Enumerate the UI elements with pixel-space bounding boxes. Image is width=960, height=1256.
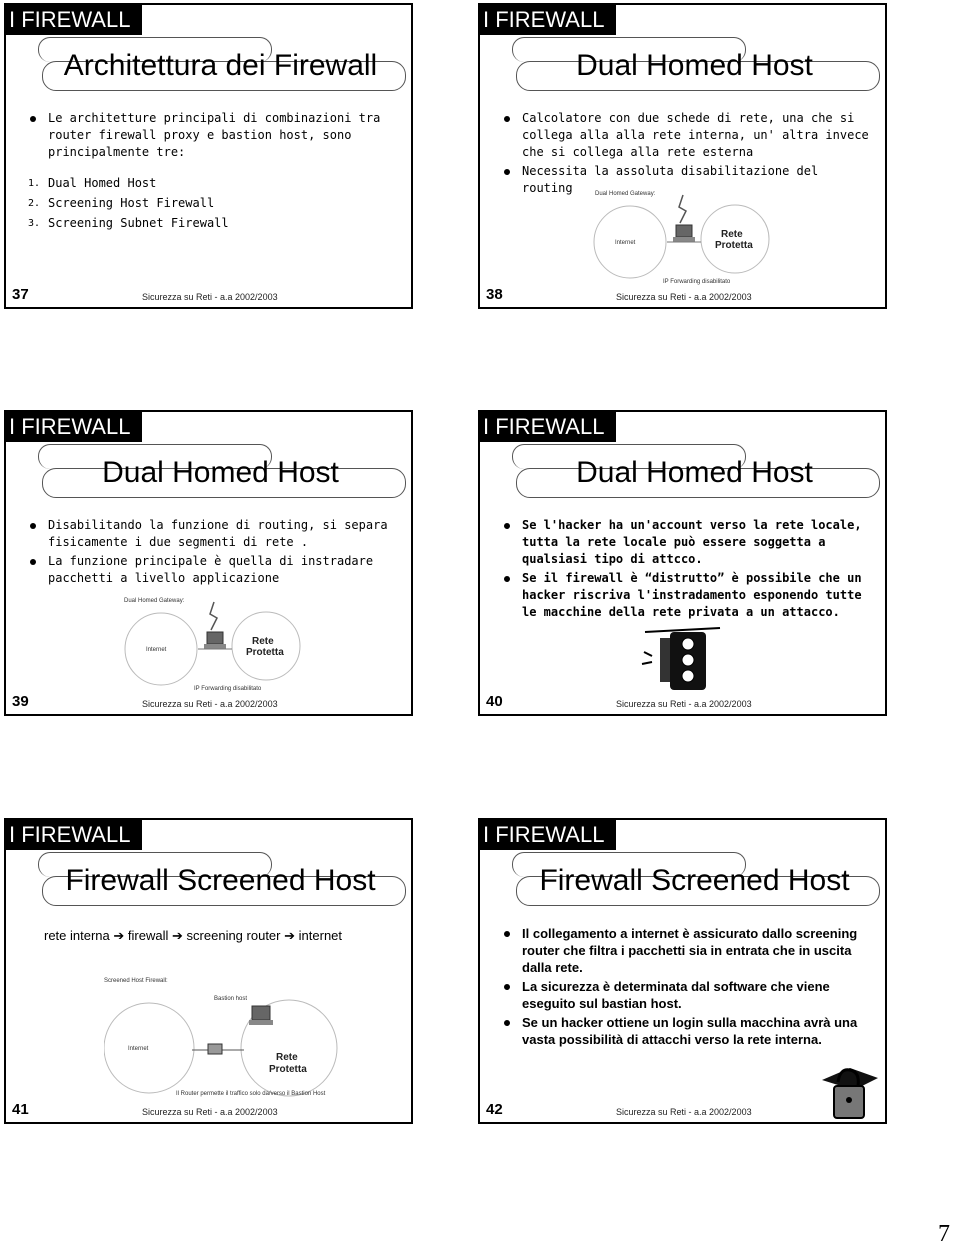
- slide-number: 42: [486, 1101, 503, 1118]
- item-text: Dual Homed Host: [48, 176, 157, 190]
- item-number: 1.: [28, 178, 41, 189]
- dual-homed-diagram: [116, 594, 316, 699]
- list-item: [24, 175, 399, 192]
- traffic-light-icon: [640, 626, 730, 696]
- slide-footer: Sicurezza su Reti - a.a 2002/2003: [616, 1107, 752, 1117]
- internet-label: Internet: [128, 1046, 149, 1052]
- slide-body: [24, 110, 399, 235]
- list-item: [24, 195, 399, 212]
- dual-homed-diagram: [585, 187, 785, 292]
- slide-title: Firewall Screened Host: [65, 864, 376, 897]
- internet-cloud: [104, 1003, 194, 1093]
- wire: [645, 628, 720, 632]
- arrow-icon: ➔: [172, 928, 183, 943]
- slide-number: 38: [486, 286, 503, 303]
- computer-icon: [252, 1006, 270, 1020]
- slide-38: [478, 3, 887, 309]
- glow-ray: [644, 652, 652, 656]
- slide-header: I FIREWALL: [6, 412, 142, 442]
- padlock-icon: [820, 1060, 880, 1122]
- slide-title: Firewall Screened Host: [539, 864, 850, 897]
- internet-label: Internet: [615, 240, 636, 246]
- page-number: 7: [938, 1221, 950, 1247]
- protected-network-word-2: Protetta: [269, 1064, 307, 1075]
- item-number: 3.: [28, 218, 41, 229]
- bullet-item: Se un hacker ottiene un login sulla macchina avrà una vasta possibilità di attacchi verso la rete interna.: [498, 1014, 873, 1048]
- slide-40: [478, 410, 887, 716]
- flow-step: screening router: [186, 928, 281, 943]
- bullet-item: Le architetture principali di combinazioni tra router firewall proxy e bastion host, sono principalmente tre:: [24, 110, 399, 161]
- flow-step: rete interna: [44, 928, 110, 943]
- protected-network-word-2: Protetta: [715, 240, 753, 251]
- slide-title: Architettura dei Firewall: [63, 49, 378, 82]
- slide-footer: Sicurezza su Reti - a.a 2002/2003: [142, 292, 278, 302]
- light-middle: [682, 654, 694, 666]
- item-number: 2.: [28, 198, 41, 209]
- lightning-icon: [210, 602, 217, 630]
- side-panel: [660, 638, 670, 682]
- light-bottom: [682, 670, 694, 682]
- protected-network-word-1: Rete: [276, 1052, 298, 1063]
- slide-footer: Sicurezza su Reti - a.a 2002/2003: [142, 699, 278, 709]
- light-top: [682, 638, 694, 650]
- slide-title: Dual Homed Host: [576, 456, 813, 489]
- diagram-caption: Dual Homed Gateway:: [124, 598, 185, 604]
- bastion-host-label: Bastion host: [214, 996, 248, 1002]
- arrow-icon: ➔: [113, 928, 125, 943]
- flow-line: [44, 928, 342, 944]
- protected-network-word-1: Rete: [721, 229, 743, 240]
- bullet-item: Calcolatore con due schede di rete, una che si collega alla alla rete interna, un' altra invece che si collega alla rete esterna: [498, 110, 873, 161]
- item-text: Screening Subnet Firewall: [48, 216, 229, 230]
- protected-network-label: [246, 636, 284, 658]
- bottom-note: Il Router permette il traffico solo da/verso il Bastion Host: [176, 1091, 326, 1097]
- slide-title: Dual Homed Host: [102, 456, 339, 489]
- protected-network-label: [269, 1052, 307, 1075]
- slide-footer: Sicurezza su Reti - a.a 2002/2003: [616, 292, 752, 302]
- slide-header: I FIREWALL: [6, 5, 142, 35]
- slide-41: [4, 818, 413, 1124]
- bullet-item: La sicurezza è determinata dal software che viene eseguito sul bastian host.: [498, 978, 873, 1012]
- slide-header: I FIREWALL: [480, 5, 616, 35]
- diagram-caption: Dual Homed Gateway:: [595, 191, 656, 197]
- slide-footer: Sicurezza su Reti - a.a 2002/2003: [142, 1107, 278, 1117]
- item-text: Screening Host Firewall: [48, 196, 215, 210]
- slide-title: Dual Homed Host: [576, 49, 813, 82]
- bullet-item: La funzione principale è quella di instradare pacchetti a livello applicazione: [24, 553, 399, 587]
- slide-header: I FIREWALL: [6, 820, 142, 850]
- slide-body: [498, 110, 873, 199]
- slide-header: I FIREWALL: [480, 412, 616, 442]
- protected-network-label: [715, 229, 753, 251]
- computer-icon: [207, 632, 223, 644]
- bullet-item: Il collegamento a internet è assicurato dallo screening router che filtra i pacchetti sia in entrata che in uscita dalla rete.: [498, 925, 873, 976]
- keyboard-icon: [249, 1020, 273, 1025]
- slide-37: [4, 3, 413, 309]
- bullet-item: Necessita la assoluta disabilitazione del routing: [498, 163, 873, 197]
- glow-ray: [642, 662, 652, 664]
- lightning-icon: [679, 195, 686, 223]
- computer-icon: [676, 225, 692, 237]
- slide-body: [498, 517, 873, 623]
- bullet-item: Disabilitando la funzione di routing, si separa fisicamente i due segmenti di rete .: [24, 517, 399, 551]
- keyboard-icon: [204, 644, 226, 649]
- slide-footer: Sicurezza su Reti - a.a 2002/2003: [616, 699, 752, 709]
- protected-network-word-1: Rete: [252, 636, 274, 647]
- slide-header: I FIREWALL: [480, 820, 616, 850]
- bottom-note: IP Forwarding disabilitato: [663, 279, 731, 285]
- slide-body: [498, 925, 873, 1050]
- slide-number: 39: [12, 693, 29, 710]
- slide-39: [4, 410, 413, 716]
- keyhole: [846, 1097, 852, 1103]
- slide-body: [24, 517, 399, 589]
- bottom-note: IP Forwarding disabilitato: [194, 686, 262, 692]
- slide-number: 41: [12, 1101, 29, 1118]
- flow-step: firewall: [127, 928, 169, 943]
- screened-host-diagram: [104, 970, 344, 1110]
- diagram-caption: Screened Host Firewall:: [104, 978, 168, 984]
- bullet-item: Se l'hacker ha un'account verso la rete locale, tutta la rete locale può essere soggetta a qualsiasi tipo di attcco.: [498, 517, 873, 568]
- slide-number: 40: [486, 693, 503, 710]
- arrow-icon: ➔: [284, 928, 296, 943]
- slide-number: 37: [12, 286, 29, 303]
- flow-step: internet: [298, 928, 343, 943]
- list-item: [24, 215, 399, 232]
- bullet-item: Se il firewall è “distrutto” è possibile che un hacker riscriva l'instradamento esponendo tutte le macchine della rete privata a un attacco.: [498, 570, 873, 621]
- router-icon: [208, 1044, 222, 1054]
- keyboard-icon: [673, 237, 695, 242]
- protected-network-word-2: Protetta: [246, 647, 284, 658]
- slide-42: [478, 818, 887, 1124]
- internet-label: Internet: [146, 647, 167, 653]
